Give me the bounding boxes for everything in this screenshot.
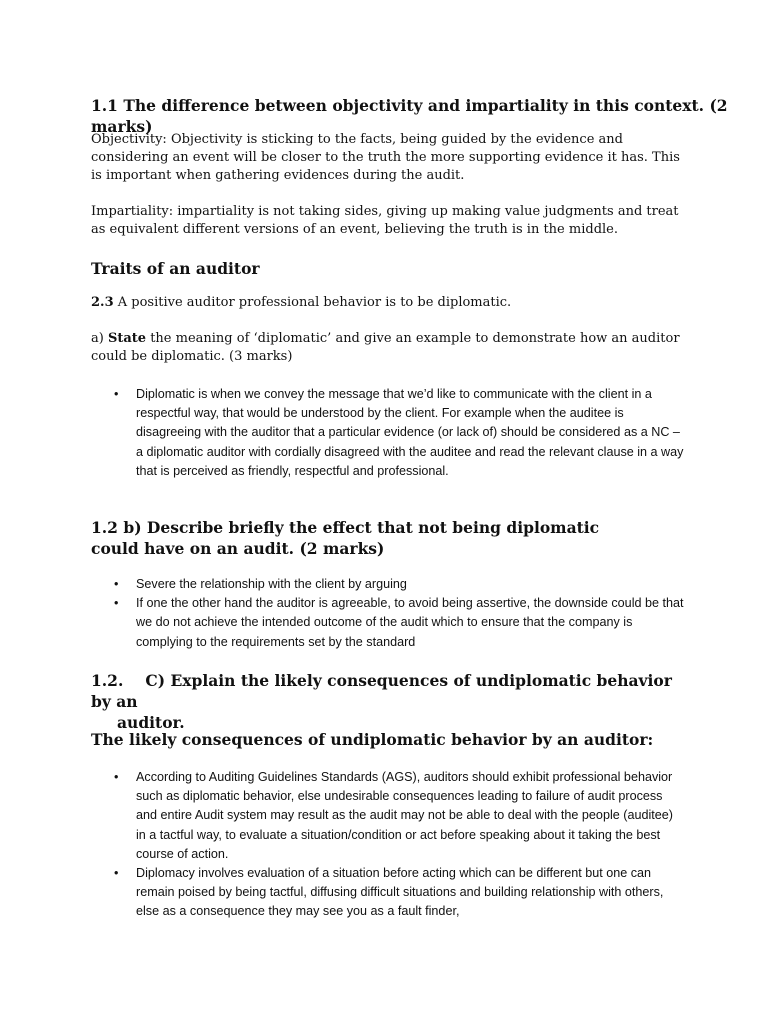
q23-text: A positive auditor professional behavior is to be diplomatic. (113, 295, 512, 310)
list-item (110, 768, 685, 864)
list-item-text: Diplomatic is when we convey the message that we’d like to communicate with the client in a respectful way, that would be understood by the client. For example when the auditee is disagreeing with the auditor that a particular evidence (or lack of) should be considered as a NC – a diplomatic auditor with cordially disagreed with the auditee and read the relevant clause in a way that is perceived as friendly, respectful and professional. (136, 387, 684, 478)
objectivity-paragraph: Objectivity: Objectivity is sticking to the facts, being guided by the evidence and considering an event will be closer to the truth the more supporting evidence it has. This is important when gathering evidences during the audit. (91, 132, 680, 183)
traits-heading: Traits of an auditor (91, 259, 260, 278)
q11-heading: 1.1 The difference between objectivity and impartiality in this context. (2 marks) (91, 96, 728, 136)
q23a-text: the meaning of ‘diplomatic’ and give an example to demonstrate how an auditor could be diplomatic. (3 marks) (91, 331, 680, 364)
consequences-heading: The likely consequences of undiplomatic behavior by an auditor: (91, 730, 654, 749)
q23a-prefix: a) (91, 331, 108, 346)
q23a-state-keyword: State (107, 331, 147, 346)
q23a-question (91, 330, 681, 366)
q12c-heading-line2: auditor. (117, 713, 185, 732)
q12c-heading (91, 670, 691, 733)
bullet-icon: • (114, 577, 119, 591)
impartiality-paragraph: Impartiality: impartiality is not taking sides, giving up making value judgments and treat as equivalent different versions of an event, believing the truth is in the middle. (91, 204, 679, 237)
list-item-text: According to Auditing Guidelines Standards (AGS), auditors should exhibit professional behavior such as diplomatic behavior, else undesirable consequences leading to failure of audit process and entire Audit system may result as the audit may not be able to deal with the people (auditee) in a tactful way, to evaluate a situation/condition or act before speaking about it taking the best course of action. (136, 770, 673, 861)
list-item (110, 864, 685, 922)
bullet-icon: • (114, 387, 119, 401)
bullet-icon: • (114, 770, 119, 784)
list-item (110, 594, 685, 652)
list-item (110, 575, 685, 594)
list-item-text: Diplomacy involves evaluation of a situation before acting which can be different but one can remain poised by being tactful, diffusing difficult situations and building relationship with others, else as a consequence they may see you as a fault finder, (136, 866, 664, 919)
bullet-icon: • (114, 596, 119, 611)
q23-bullet-list (110, 385, 685, 481)
bullet-icon: • (114, 866, 119, 881)
consequences-bullet-list (110, 768, 685, 922)
q12c-heading-line1: C) Explain the likely consequences of undiplomatic behavior by an (91, 671, 672, 711)
q12c-number: 1.2. (91, 671, 124, 690)
list-item (110, 385, 685, 481)
q23-statement (91, 294, 691, 312)
list-item-text: If one the other hand the auditor is agreeable, to avoid being assertive, the downside could be that we do not achieve the intended outcome of the audit which to ensure that the company is complying to the requirements set by the standard (136, 596, 684, 649)
list-item-text: Severe the relationship with the client by arguing (136, 577, 407, 591)
q23-number: 2.3 (91, 295, 114, 310)
q12b-heading: 1.2 b) Describe briefly the effect that not being diplomatic could have on an audit. (2 marks) (91, 518, 600, 558)
q12b-bullet-list (110, 575, 685, 652)
